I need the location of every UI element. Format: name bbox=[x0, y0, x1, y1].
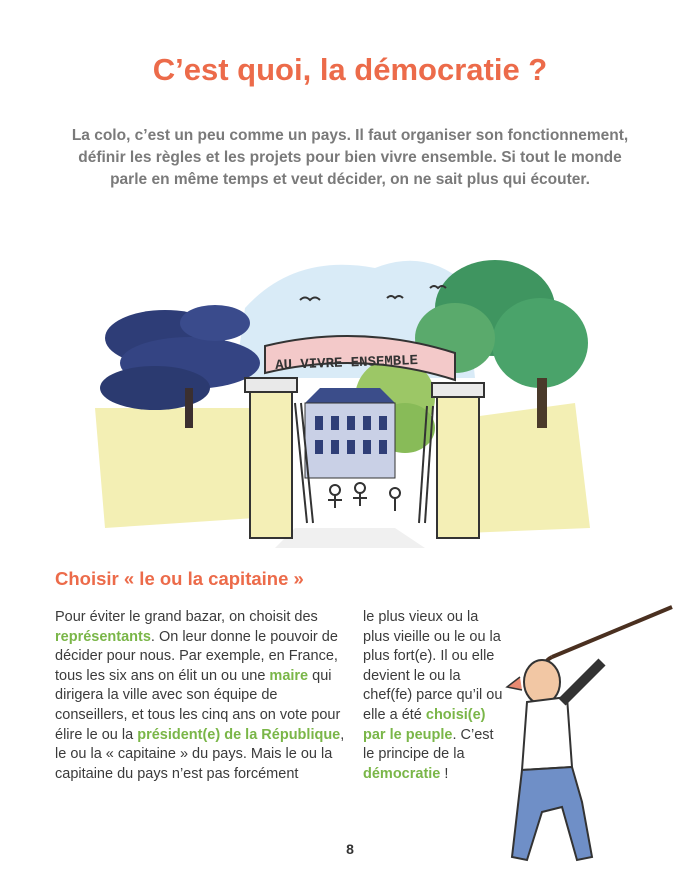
camp-gate-illustration bbox=[95, 228, 595, 548]
intro-paragraph: La colo, c’est un peu comme un pays. Il faut organiser son fonctionnement, définir les règles et les projets pour bien vivre ensemble. Si tout le monde parle en même temps et veut décider, on ne sait plus qui écouter. bbox=[71, 127, 629, 188]
page-number: 8 bbox=[346, 841, 354, 857]
keyword-choisi-par-le-peuple: choisi(e) par le peuple bbox=[363, 706, 486, 743]
keyword-president: président(e) de la République bbox=[137, 726, 341, 743]
old-man-illustration bbox=[482, 602, 682, 870]
banner-text: AU VIVRE ENSEMBLE bbox=[274, 352, 419, 374]
column-2-text: le plus vieux ou la plus vieille ou le ou la plus fort(e). Il ou elle devient le ou la chef(fe) parce qu’il ou elle a été choisi(e) par le peuple. C’est le principe de la démocratie ! bbox=[363, 609, 503, 782]
column-1-text: Pour éviter le grand bazar, on choisit des représentants. On leur donne le pouvoir de décider pour nous. Par exemple, en France, tous les six ans on élit un ou une maire qui dirigera la ville avec son équipe de conseillers, et tous les cinq ans on vote pour élire le ou la président(e) de la République, le ou la « capitaine » du pays. Mais le ou la capitaine du pays n’est pas forcément bbox=[55, 609, 345, 782]
page-title: C’est quoi, la démocratie ? bbox=[152, 52, 548, 87]
castle bbox=[305, 388, 400, 511]
keyword-maire: maire bbox=[269, 667, 309, 684]
keyword-representants: représentants bbox=[55, 628, 151, 645]
section-title: Choisir « le ou la capitaine » bbox=[55, 568, 304, 589]
keyword-democratie: démocratie bbox=[363, 765, 441, 782]
